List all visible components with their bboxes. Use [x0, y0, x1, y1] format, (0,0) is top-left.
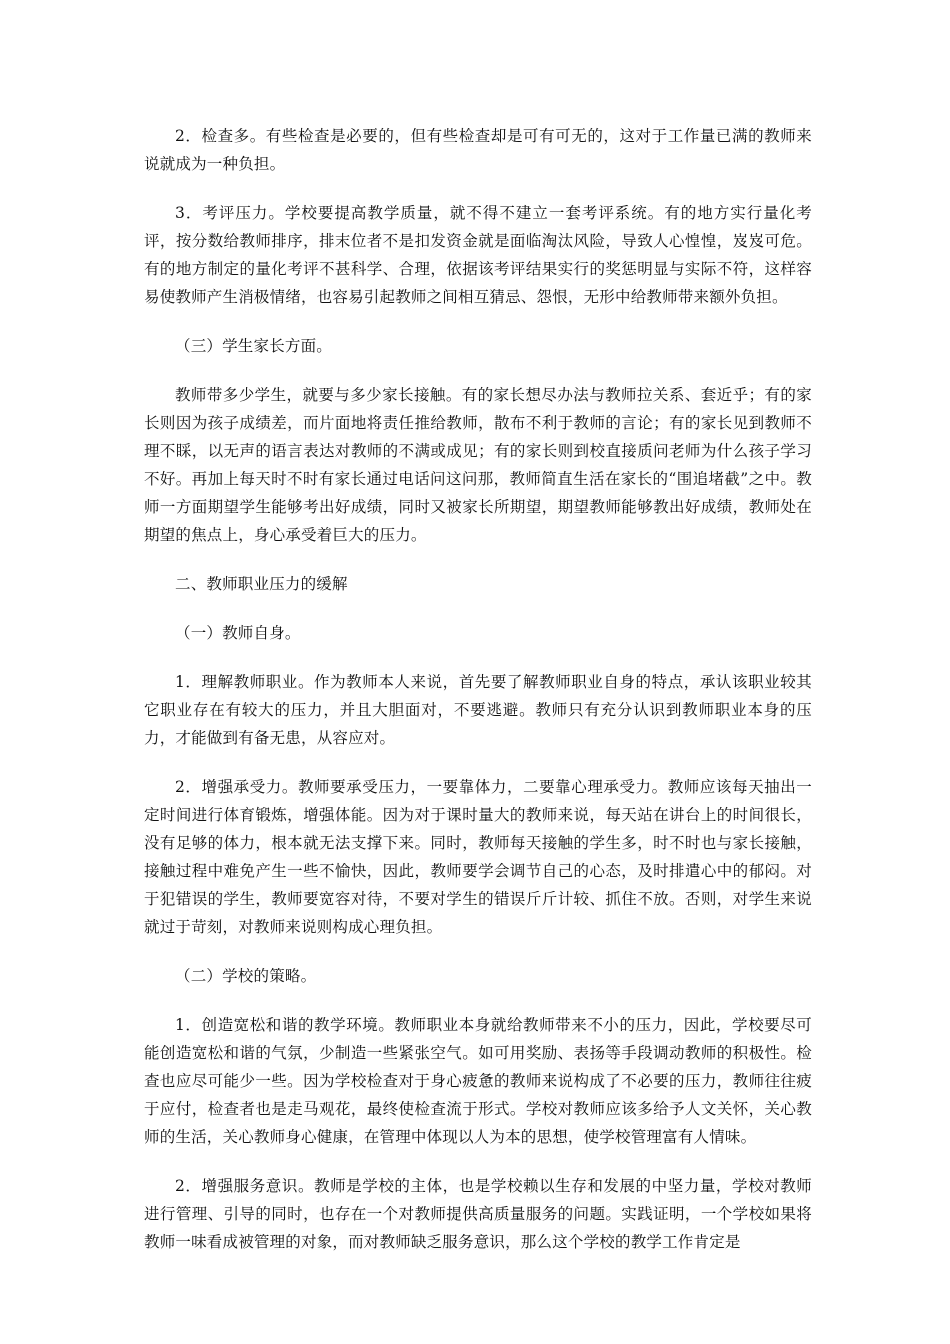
paragraph-parents: 教师带多少学生，就要与多少家长接触。有的家长想尽办法与教师拉关系、套近乎；有的家长则因为孩子成绩差，而片面地将责任推给教师，散布不利于教师的言论；有的家长见到教师不理不睬，以无声的语言表达对教师的不满或成见；有的家长则到校直接质问老师为什么孩子学习不好。再加上每天时不时有家长通过电话问这问那，教师简直生活在家长的“围追堵截”之中。教师一方面期望学生能够考出好成绩，同时又被家长所期望，期望教师能够教出好成绩，教师处在期望的焦点上，身心承受着巨大的压力。 — [144, 386, 812, 544]
paragraph-checks: 2．检查多。有些检查是必要的，但有些检查却是可有可无的，这对于工作量已满的教师来说就成为一种负担。 — [144, 127, 812, 173]
document-body — [144, 122, 812, 1277]
section-heading-relief: 二、教师职业压力的缓解 — [175, 575, 348, 593]
section-heading-teacher-self: （一）教师自身。 — [175, 624, 301, 642]
paragraph-understand-profession: 1．理解教师职业。作为教师本人来说，首先要了解教师职业自身的特点，承认该职业较其它职业存在有较大的压力，并且大胆面对，不要逃避。教师只有充分认识到教师职业本身的压力，才能做到有备无患，从容应对。 — [144, 673, 812, 747]
section-heading-school-strategy: （二）学校的策略。 — [175, 967, 317, 985]
paragraph-environment: 1．创造宽松和谐的教学环境。教师职业本身就给教师带来不小的压力，因此，学校要尽可能创造宽松和谐的气氛，少制造一些紧张空气。如可用奖励、表扬等手段调动教师的积极性。检查也应尽可能少一些。因为学校检查对于身心疲惫的教师来说构成了不必要的压力，教师往往疲于应付，检查者也是走马观花，最终使检查流于形式。学校对教师应该多给予人文关怀，关心教师的生活，关心教师身心健康，在管理中体现以人为本的思想，使学校管理富有人情味。 — [144, 1016, 812, 1146]
paragraph-evaluation-pressure: 3．考评压力。学校要提高教学质量，就不得不建立一套考评系统。有的地方实行量化考评，按分数给教师排序，排末位者不是扣发资金就是面临淘汰风险，导致人心惶惶，岌岌可危。有的地方制定的量化考评不甚科学、合理，依据该考评结果实行的奖惩明显与实际不符，这样容易使教师产生消极情绪，也容易引起教师之间相互猜忌、怨恨，无形中给教师带来额外负担。 — [144, 204, 812, 306]
paragraph-endurance: 2．增强承受力。教师要承受压力，一要靠体力，二要靠心理承受力。教师应该每天抽出一定时间进行体育锻炼，增强体能。因为对于课时量大的教师来说，每天站在讲台上的时间很长，没有足够的体力，根本就无法支撑下来。同时，教师每天接触的学生多，时不时也与家长接触，接触过程中难免产生一些不愉快，因此，教师要学会调节自己的心态，及时排遣心中的郁闷。对于犯错误的学生，教师要宽容对待，不要对学生的错误斤斤计较、抓住不放。否则，对学生来说就过于苛刻，对教师来说则构成心理负担。 — [144, 778, 812, 936]
section-heading-parents: （三）学生家长方面。 — [175, 337, 333, 355]
paragraph-service: 2．增强服务意识。教师是学校的主体，也是学校赖以生存和发展的中坚力量，学校对教师进行管理、引导的同时，也存在一个对教师提供高质量服务的问题。实践证明，一个学校如果将教师一味看成被管理的对象，而对教师缺乏服务意识，那么这个学校的教学工作肯定是 — [144, 1177, 812, 1251]
